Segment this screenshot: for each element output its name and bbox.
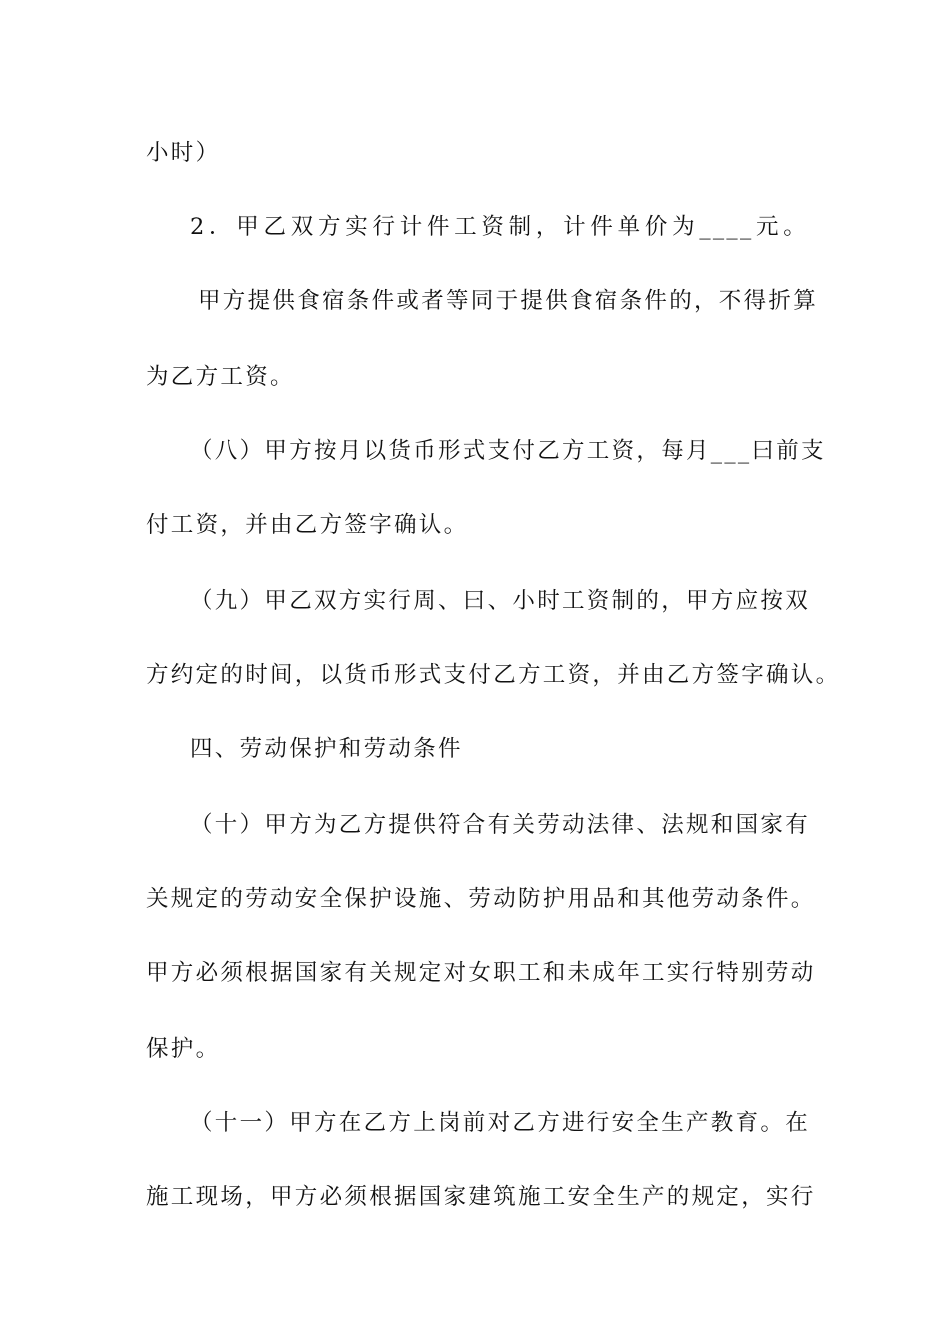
text-line: 甲方提供食宿条件或者等同于提供食宿条件的，不得折算 [198,288,819,314]
section-heading: 四、劳动保护和劳动条件 [190,736,463,762]
text-line: 甲方必须根据国家有关规定对女职工和未成年工实行特别劳动 [146,960,816,986]
text-line: 施工现场，甲方必须根据国家建筑施工安全生产的规定，实行 [146,1184,816,1210]
text-line: 付工资，并由乙方签字确认。 [146,512,469,538]
text-line: 2．甲乙双方实行计件工资制，计件单价为____元。 [190,214,808,240]
text-line: （八）甲方按月以货币形式支付乙方工资，每月___曰前支 [190,438,826,464]
text-line: 方约定的时间，以货币形式支付乙方工资，并由乙方签字确认。 [146,662,841,688]
text-line: 为乙方工资。 [146,364,295,390]
text-line: 小时） [146,140,221,166]
text-line: 保护。 [146,1036,221,1062]
text-line: （十一）甲方在乙方上岗前对乙方进行安全生产教育。在 [190,1110,811,1136]
text-line: 关规定的劳动安全保护设施、劳动防护用品和其他劳动条件。 [146,886,816,912]
text-line: （九）甲乙双方实行周、曰、小时工资制的，甲方应按双 [190,588,811,614]
text-line: （十）甲方为乙方提供符合有关劳动法律、法规和国家有 [190,812,811,838]
